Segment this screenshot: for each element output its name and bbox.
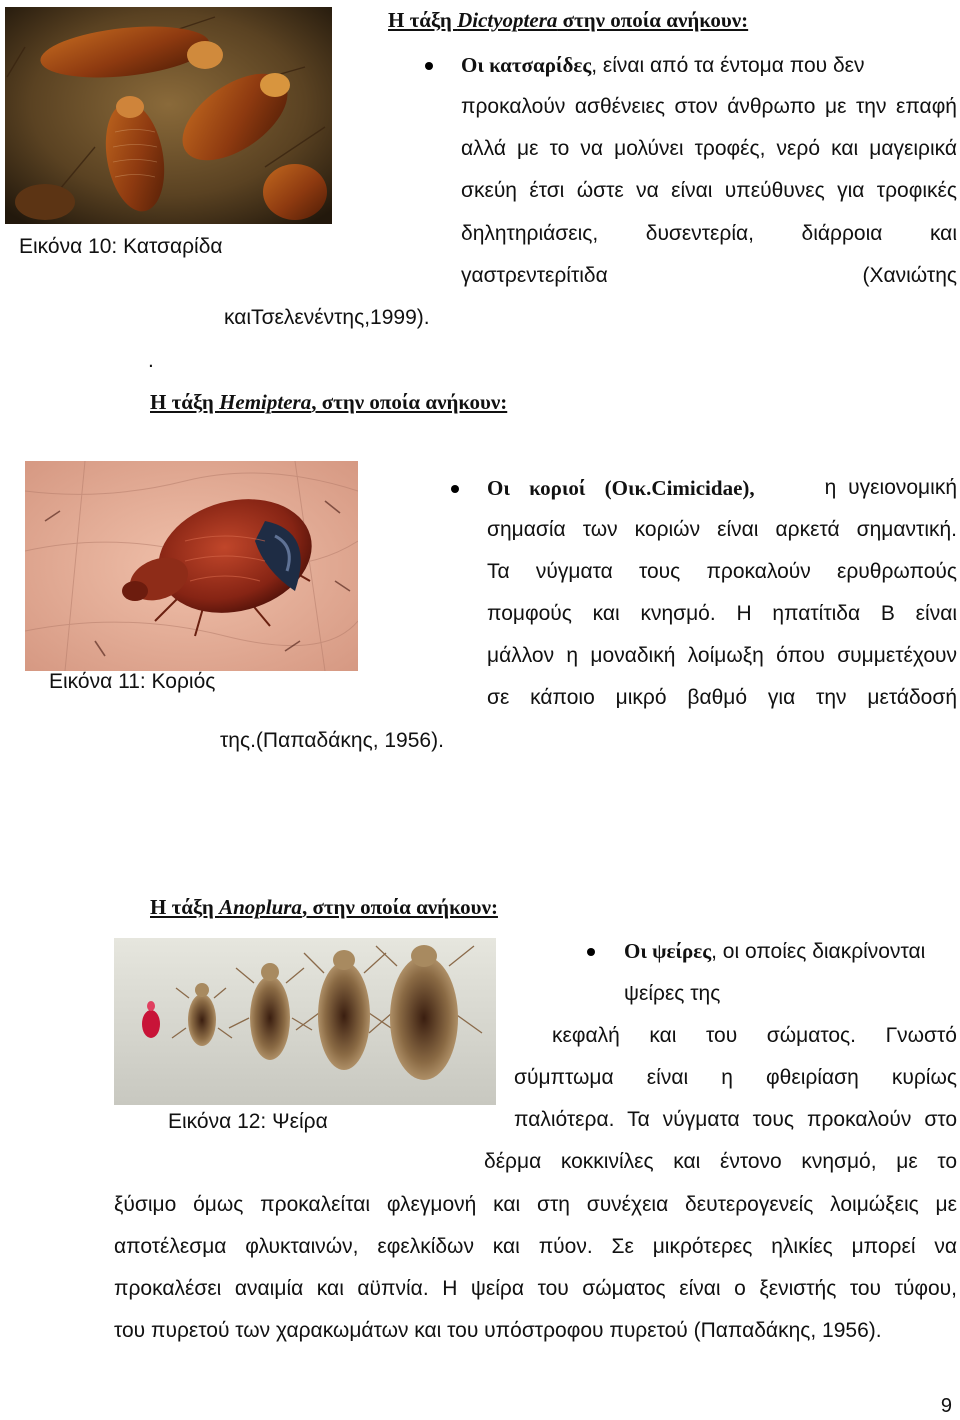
text-span: η υγειονομική <box>824 476 957 499</box>
paragraph-line: προκαλούν ασθένειες στον άνθρωπο με την επαφή <box>461 95 957 118</box>
paragraph-line: σε κάποιο μικρό βαθμό για την μετάδοσή <box>487 686 957 709</box>
term-bedbugs: Οι κοριοί (Οικ.Cimicidae), <box>487 476 755 500</box>
bullet-icon <box>451 485 459 493</box>
paragraph-line <box>624 938 957 965</box>
text-span: , οι οποίες διακρίνονται <box>711 940 926 963</box>
figure-caption-12: Εικόνα 12: Ψείρα <box>168 1110 328 1133</box>
paragraph-line <box>487 475 957 501</box>
paragraph-line: σύμπτωμα είναι η φθειρίαση κυρίως <box>514 1066 957 1089</box>
heading-taxon: Hemiptera <box>219 390 312 414</box>
paragraph-line: δέρμα κοκκινίλες και έντονο κνησμό, με το <box>484 1150 957 1173</box>
section-heading-hemiptera <box>150 390 507 415</box>
heading-taxon: Dictyoptera <box>457 8 558 32</box>
paragraph-line: δηλητηριάσεις, δυσεντερία, διάρροια και <box>461 222 957 245</box>
heading-prefix: Η τάξη <box>388 8 458 32</box>
paragraph-line: πομφούς και κνησμό. Η ηπατίτιδα Β είναι <box>487 602 957 625</box>
paragraph-line: της.(Παπαδάκης, 1956). <box>220 729 444 752</box>
heading-taxon: Anoplura <box>219 895 302 919</box>
paragraph-line: του πυρετού των χαρακωμάτων και του υπόστροφου πυρετού (Παπαδάκης, 1956). <box>114 1319 882 1342</box>
cockroach-photo <box>5 7 332 224</box>
paragraph-line: αποτέλεσμα φλυκταινών, εφελκίδων και πύον. Σε μικρότερες ηλικίες μπορεί να <box>114 1235 957 1258</box>
bullet-icon <box>425 62 433 70</box>
paragraph-line: αλλά με το να μολύνει τροφές, νερό και μαγειρικά <box>461 137 957 160</box>
paragraph-line: μάλλον η μοναδική λοίμωξη όπου συμμετέχουν <box>487 644 957 667</box>
section-heading-anoplura <box>150 895 498 920</box>
term-lice: Οι ψείρες <box>624 939 712 963</box>
paragraph-line: ψείρες της <box>624 982 721 1005</box>
bullet-icon <box>587 948 595 956</box>
paragraph-line: παλιότερα. Τα νύγματα τους προκαλούν στο <box>514 1108 957 1131</box>
stray-dot: . <box>148 349 154 372</box>
paragraph-line <box>461 52 957 79</box>
paragraph-line: σκεύη έτσι ώστε να είναι υπεύθυνες για τροφικές <box>461 179 957 202</box>
paragraph-line: προκαλέσει αναιμία και αϋπνία. Η ψείρα του σώματος είναι ο ξενιστής του τύφου, <box>114 1277 957 1300</box>
heading-prefix: Η τάξη <box>150 390 220 414</box>
heading-suffix: , στην οποία ανήκουν: <box>301 895 498 919</box>
heading-suffix: , στην οποία ανήκουν: <box>311 390 508 414</box>
paragraph-line: Τα νύγματα τους προκαλούν ερυθρωπούς <box>487 560 957 583</box>
paragraph-line: ξύσιμο όμως προκαλείται φλεγμονή και στη συνέχεια δευτερογενείς λοιμώξεις με <box>114 1193 957 1216</box>
louse-photo <box>114 938 496 1105</box>
paragraph-line: καιΤσελενέντης,1999). <box>224 306 430 329</box>
text-span: , είναι από τα έντομα που δεν <box>591 54 865 77</box>
page-number: 9 <box>940 1395 952 1417</box>
heading-suffix: στην οποία ανήκουν: <box>557 8 749 32</box>
figure-caption-10: Εικόνα 10: Κατσαρίδα <box>19 235 223 258</box>
heading-prefix: Η τάξη <box>150 895 220 919</box>
paragraph-line: γαστρεντερίτιδα (Χανιώτης <box>461 264 957 287</box>
section-heading-dictyoptera <box>388 8 748 33</box>
paragraph-line: κεφαλή και του σώματος. Γνωστό <box>552 1024 957 1047</box>
paragraph-line: σημασία των κοριών είναι αρκετά σημαντική. <box>487 518 957 541</box>
bedbug-photo <box>25 461 358 671</box>
term-cockroaches: Οι κατσαρίδες <box>461 53 592 77</box>
figure-caption-11: Εικόνα 11: Κοριός <box>49 670 216 693</box>
